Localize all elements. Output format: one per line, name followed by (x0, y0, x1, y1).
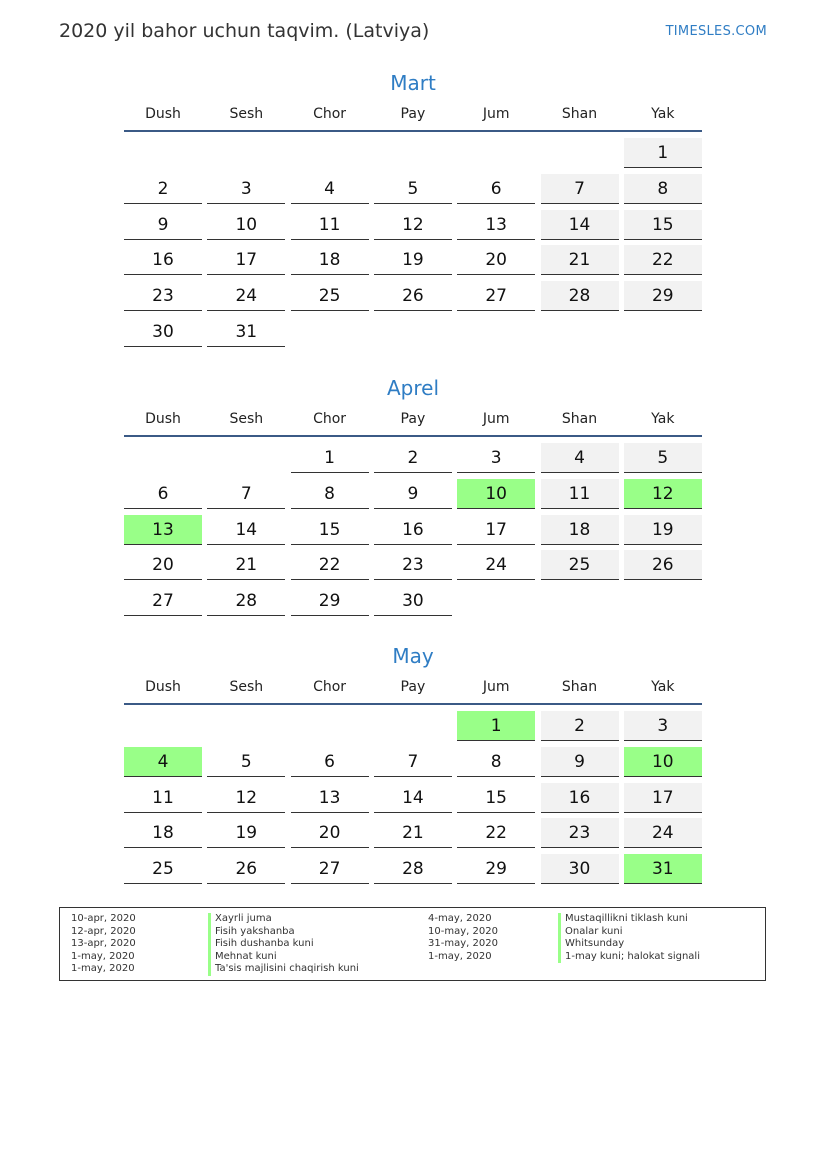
weekday-label: Pay (400, 106, 426, 122)
day-cell[interactable]: 20 (291, 818, 369, 848)
legend-holiday-name: Ta'sis majlisini chaqirish kuni (208, 963, 359, 976)
legend-date: 10-apr, 2020 (71, 913, 136, 924)
day-cell[interactable]: 28 (541, 281, 619, 311)
day-cell[interactable]: 7 (541, 174, 619, 204)
day-cell[interactable]: 9 (541, 747, 619, 777)
day-cell[interactable]: 8 (457, 747, 535, 777)
day-cell[interactable]: 7 (374, 747, 452, 777)
day-cell[interactable]: 13 (457, 210, 535, 240)
day-cell[interactable]: 6 (457, 174, 535, 204)
day-cell[interactable]: 11 (124, 783, 202, 813)
weekday-label: Chor (313, 679, 347, 695)
weekday-label: Pay (400, 679, 426, 695)
day-cell[interactable]: 20 (457, 245, 535, 275)
legend-holiday-name: Mustaqillikni tiklash kuni (558, 913, 688, 926)
day-cell[interactable]: 29 (291, 586, 369, 616)
day-cell[interactable]: 8 (624, 174, 702, 204)
weekday-label: Shan (561, 411, 598, 427)
day-cell[interactable]: 18 (291, 245, 369, 275)
day-cell[interactable]: 27 (124, 586, 202, 616)
day-cell[interactable]: 3 (457, 443, 535, 473)
weekday-label: Dush (145, 106, 181, 122)
weekday-label: Pay (400, 411, 426, 427)
day-cell[interactable]: 24 (624, 818, 702, 848)
legend-date: 10-may, 2020 (428, 925, 498, 937)
day-cell[interactable]: 9 (124, 210, 202, 240)
weekday-label: Sesh (229, 411, 264, 427)
day-cell[interactable]: 28 (207, 586, 285, 616)
weekday-label: Yak (651, 679, 675, 695)
legend-holiday-name: Mehnat kuni (208, 951, 277, 964)
day-cell[interactable]: 18 (541, 515, 619, 545)
day-cell[interactable]: 30 (374, 586, 452, 616)
weekday-label: Jum (482, 679, 510, 695)
day-cell[interactable]: 4 (541, 443, 619, 473)
day-cell[interactable]: 30 (124, 317, 202, 347)
month-grid (124, 132, 702, 355)
day-cell[interactable]: 26 (207, 854, 285, 884)
weekday-label: Sesh (229, 106, 264, 122)
day-cell[interactable]: 31 (624, 854, 702, 884)
day-cell[interactable]: 15 (624, 210, 702, 240)
day-cell[interactable]: 13 (291, 783, 369, 813)
legend-date: 13-apr, 2020 (71, 938, 136, 950)
month-name: Mart (390, 71, 436, 95)
legend-holiday-name: Xayrli juma (208, 913, 272, 926)
day-cell[interactable]: 1 (291, 443, 369, 473)
day-cell[interactable]: 18 (124, 818, 202, 848)
legend-date: 12-apr, 2020 (71, 925, 136, 937)
day-cell[interactable]: 27 (457, 281, 535, 311)
day-cell[interactable]: 24 (207, 281, 285, 311)
weekday-header (124, 403, 702, 437)
day-cell[interactable]: 30 (541, 854, 619, 884)
legend-date: 4-may, 2020 (428, 913, 492, 924)
day-cell[interactable]: 10 (624, 747, 702, 777)
day-cell[interactable]: 12 (624, 479, 702, 509)
day-cell[interactable]: 14 (207, 515, 285, 545)
day-cell[interactable]: 20 (124, 550, 202, 580)
month-name: Aprel (386, 376, 440, 400)
weekday-label: Sesh (229, 679, 264, 695)
day-cell[interactable]: 21 (207, 550, 285, 580)
month-0 (124, 68, 702, 355)
month-name: May (392, 644, 434, 668)
day-cell[interactable]: 15 (457, 783, 535, 813)
day-cell[interactable]: 1 (624, 138, 702, 168)
weekday-label: Yak (651, 106, 675, 122)
day-cell[interactable]: 6 (291, 747, 369, 777)
day-cell[interactable]: 16 (541, 783, 619, 813)
legend-date: 1-may, 2020 (71, 963, 135, 975)
day-cell[interactable]: 31 (207, 317, 285, 347)
day-cell[interactable]: 4 (124, 747, 202, 777)
day-cell[interactable]: 24 (457, 550, 535, 580)
legend-holiday-name: Fisih yakshanba (208, 926, 295, 939)
month-grid (124, 437, 702, 624)
day-cell[interactable]: 5 (207, 747, 285, 777)
weekday-label: Dush (145, 679, 181, 695)
day-cell[interactable]: 22 (291, 550, 369, 580)
day-cell[interactable]: 12 (207, 783, 285, 813)
day-cell[interactable]: 13 (124, 515, 202, 545)
day-cell[interactable]: 2 (374, 443, 452, 473)
day-cell[interactable]: 17 (457, 515, 535, 545)
day-cell[interactable]: 12 (374, 210, 452, 240)
day-cell[interactable]: 19 (207, 818, 285, 848)
day-cell[interactable]: 1 (457, 711, 535, 741)
day-cell[interactable]: 16 (374, 515, 452, 545)
day-cell[interactable]: 26 (374, 281, 452, 311)
day-cell[interactable]: 16 (124, 245, 202, 275)
day-cell[interactable]: 26 (624, 550, 702, 580)
day-cell[interactable]: 22 (457, 818, 535, 848)
day-cell[interactable]: 5 (624, 443, 702, 473)
day-cell[interactable]: 23 (541, 818, 619, 848)
weekday-label: Jum (482, 411, 510, 427)
day-cell[interactable]: 27 (291, 854, 369, 884)
month-1 (124, 373, 702, 624)
day-cell[interactable]: 22 (624, 245, 702, 275)
weekday-header (124, 98, 702, 132)
holiday-legend (59, 907, 766, 981)
day-cell[interactable]: 29 (624, 281, 702, 311)
legend-holiday-name: 1-may kuni; halokat signali (558, 951, 700, 964)
month-2 (124, 641, 702, 892)
day-cell[interactable]: 9 (374, 479, 452, 509)
day-cell[interactable]: 21 (374, 818, 452, 848)
weekday-label: Chor (313, 411, 347, 427)
weekday-label: Shan (561, 106, 598, 122)
day-cell[interactable]: 17 (207, 245, 285, 275)
day-cell[interactable]: 25 (124, 854, 202, 884)
legend-date: 1-may, 2020 (71, 950, 135, 962)
legend-holiday-name: Onalar kuni (558, 926, 622, 939)
day-cell[interactable]: 6 (124, 479, 202, 509)
month-grid (124, 705, 702, 892)
day-cell[interactable]: 11 (291, 210, 369, 240)
weekday-label: Dush (145, 411, 181, 427)
day-cell[interactable]: 23 (374, 550, 452, 580)
day-cell[interactable]: 14 (541, 210, 619, 240)
weekday-label: Shan (561, 679, 598, 695)
weekday-header (124, 671, 702, 705)
weekday-label: Chor (313, 106, 347, 122)
day-cell[interactable]: 10 (457, 479, 535, 509)
day-cell[interactable]: 8 (291, 479, 369, 509)
day-cell[interactable]: 21 (541, 245, 619, 275)
day-cell[interactable]: 28 (374, 854, 452, 884)
day-cell[interactable]: 2 (124, 174, 202, 204)
day-cell[interactable]: 25 (291, 281, 369, 311)
day-cell[interactable]: 4 (291, 174, 369, 204)
weekday-label: Yak (651, 411, 675, 427)
legend-date: 1-may, 2020 (428, 950, 492, 962)
day-cell[interactable]: 5 (374, 174, 452, 204)
day-cell[interactable]: 15 (291, 515, 369, 545)
day-cell[interactable]: 3 (207, 174, 285, 204)
day-cell[interactable]: 2 (541, 711, 619, 741)
legend-holiday-name: Fisih dushanba kuni (208, 938, 314, 951)
day-cell[interactable]: 17 (624, 783, 702, 813)
day-cell[interactable]: 10 (207, 210, 285, 240)
legend-holiday-name: Whitsunday (558, 938, 624, 951)
day-cell[interactable]: 11 (541, 479, 619, 509)
day-cell[interactable]: 7 (207, 479, 285, 509)
brand-link[interactable]: TIMESLES.COM (665, 24, 767, 39)
day-cell[interactable]: 29 (457, 854, 535, 884)
day-cell[interactable]: 3 (624, 711, 702, 741)
day-cell[interactable]: 23 (124, 281, 202, 311)
day-cell[interactable]: 14 (374, 783, 452, 813)
weekday-label: Jum (482, 106, 510, 122)
day-cell[interactable]: 19 (374, 245, 452, 275)
page-title: 2020 yil bahor uchun taqvim. (Latviya) (59, 20, 430, 42)
day-cell[interactable]: 25 (541, 550, 619, 580)
legend-date: 31-may, 2020 (428, 938, 498, 950)
day-cell[interactable]: 19 (624, 515, 702, 545)
